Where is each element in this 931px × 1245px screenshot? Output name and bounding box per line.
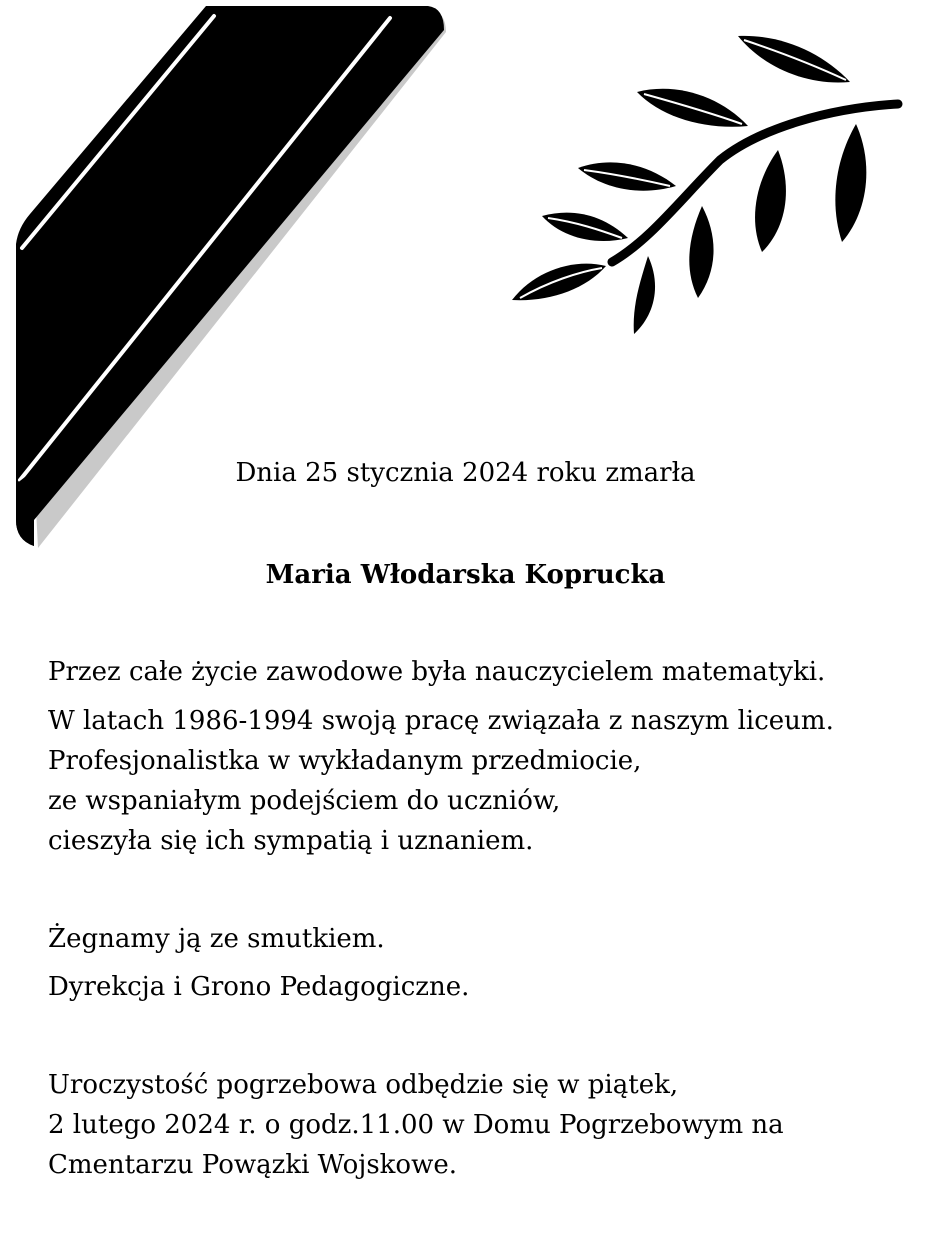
biography-line: Przez całe życie zawodowe była nauczycielem matematyki. bbox=[48, 657, 826, 687]
biography-line: ze wspaniałym podejściem do uczniów, bbox=[48, 786, 561, 816]
laurel-branch-icon bbox=[500, 25, 910, 345]
biography-line: W latach 1986-1994 swoją pracę związała z naszym liceum. bbox=[48, 706, 834, 736]
biography-line: cieszyła się ich sympatią i uznaniem. bbox=[48, 826, 534, 856]
death-announcement: Dnia 25 stycznia 2024 roku zmarła bbox=[235, 458, 696, 488]
funeral-info-line: Cmentarzu Powązki Wojskowe. bbox=[48, 1150, 457, 1180]
signature-line: Dyrekcja i Grono Pedagogiczne. bbox=[48, 972, 470, 1002]
funeral-info-line: 2 lutego 2024 r. o godz.11.00 w Domu Pogrzebowym na bbox=[48, 1110, 784, 1140]
deceased-name: Maria Włodarska Koprucka bbox=[265, 560, 666, 590]
funeral-info-line: Uroczystość pogrzebowa odbędzie się w piątek, bbox=[48, 1070, 679, 1100]
farewell-line: Żegnamy ją ze smutkiem. bbox=[48, 924, 385, 954]
biography-line: Profesjonalistka w wykładanym przedmiocie, bbox=[48, 746, 642, 776]
